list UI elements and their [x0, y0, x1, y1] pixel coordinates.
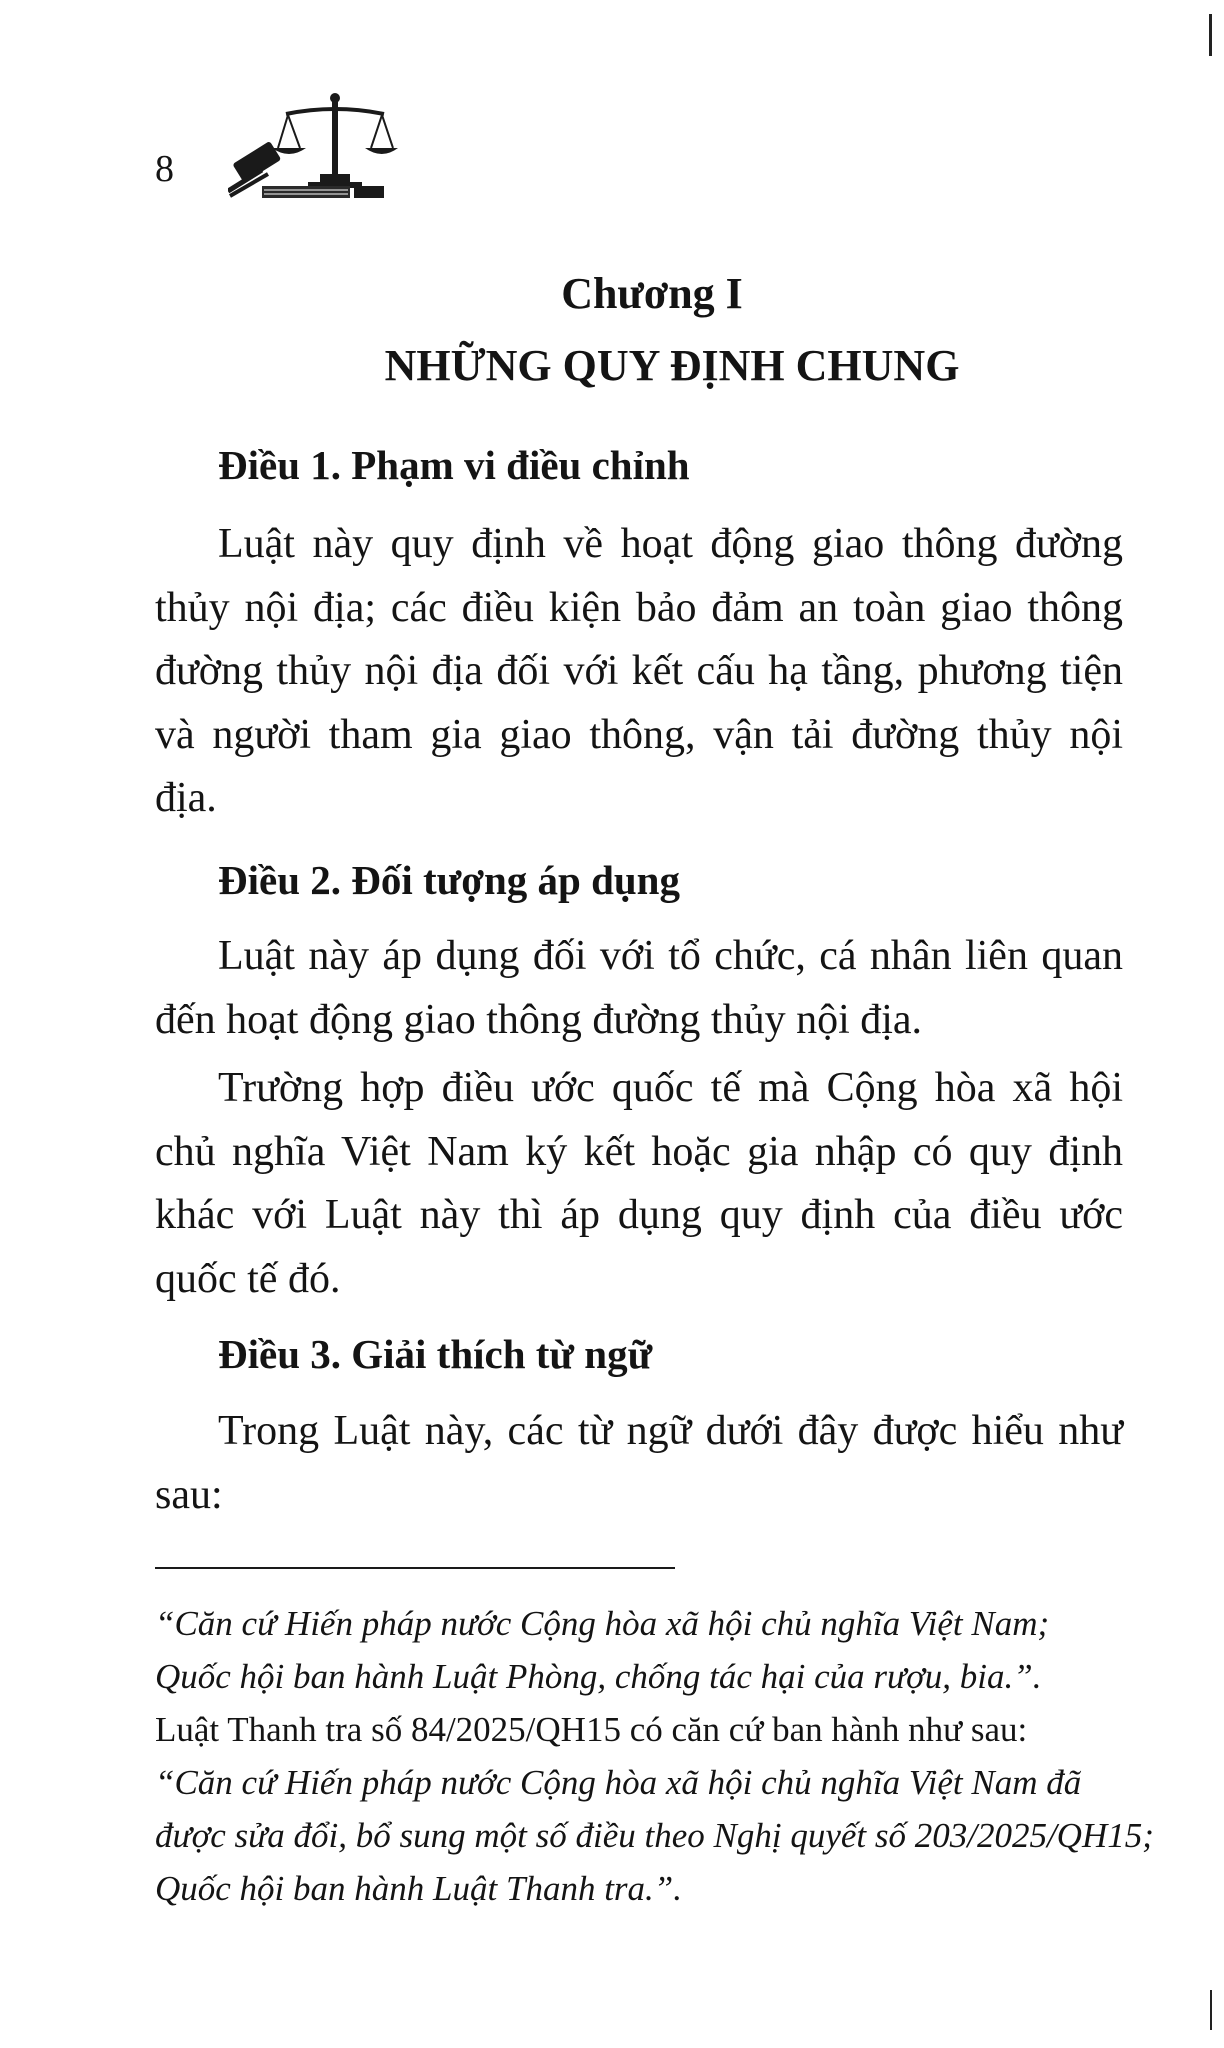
footnote: [155, 1597, 1154, 1915]
article-heading: Điều 3. Giải thích từ ngữ: [218, 1331, 653, 1377]
footnote-line: Quốc hội ban hành Luật Phòng, chống tác hại của rượu, bia.”.: [155, 1657, 1042, 1696]
footnote-line: “Căn cứ Hiến pháp nước Cộng hòa xã hội chủ nghĩa Việt Nam đã: [155, 1763, 1082, 1802]
footnote-line: Quốc hội ban hành Luật Thanh tra.”.: [155, 1869, 682, 1908]
article-paragraph: Trong Luật này, các từ ngữ dưới đây được hiểu như sau:: [155, 1408, 1123, 1518]
footnote-line: được sửa đổi, bổ sung một số điều theo Nghị quyết số 203/2025/QH15;: [155, 1816, 1154, 1855]
article-paragraph: Luật này quy định về hoạt động giao thông đường thủy nội địa; các điều kiện bảo đảm an toàn giao thông đường thủy nội địa đối với kết cấu hạ tầng, phương tiện và người tham gia giao thông, vận tải đường thủy nội địa.: [155, 521, 1123, 821]
scales-and-gavel-icon: [228, 90, 398, 200]
page-edge-mark-top: [1209, 14, 1212, 56]
chapter-subtitle: NHỮNG QUY ĐỊNH CHUNG: [384, 341, 960, 390]
article-paragraph: Trường hợp điều ước quốc tế mà Cộng hòa xã hội chủ nghĩa Việt Nam ký kết hoặc gia nhập có quy định khác với Luật này thì áp dụng quy định của điều ước quốc tế đó.: [155, 1065, 1123, 1302]
article-paragraph: Luật này áp dụng đối với tổ chức, cá nhân liên quan đến hoạt động giao thông đường thủy nội địa.: [155, 933, 1123, 1043]
chapter-title: Chương I: [561, 269, 743, 318]
footnote-line: Luật Thanh tra số 84/2025/QH15 có căn cứ ban hành như sau:: [155, 1710, 1028, 1749]
footnote-line: “Căn cứ Hiến pháp nước Cộng hòa xã hội chủ nghĩa Việt Nam;: [155, 1604, 1050, 1643]
footnote-separator: [155, 1567, 675, 1569]
page-number: 8: [155, 148, 174, 190]
article-heading: Điều 1. Phạm vi điều chỉnh: [218, 442, 690, 488]
article-heading: Điều 2. Đối tượng áp dụng: [218, 857, 680, 903]
page-edge-mark-bottom: [1210, 1990, 1212, 2030]
